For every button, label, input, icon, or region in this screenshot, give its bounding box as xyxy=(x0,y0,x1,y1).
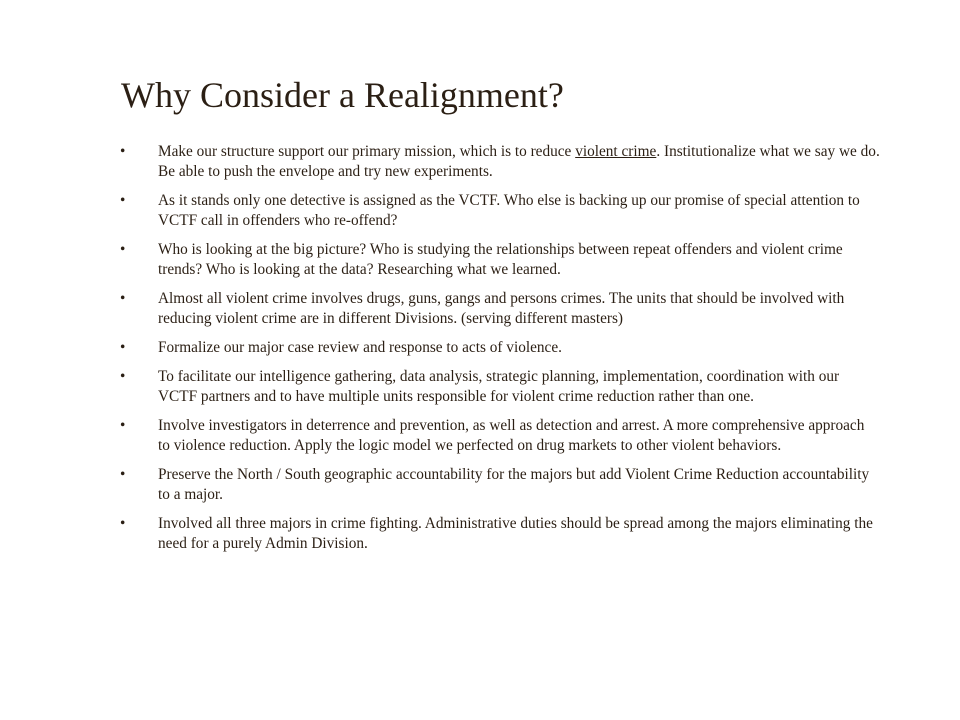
bullet-item xyxy=(120,514,880,554)
bullet-text: Preserve the North / South geographic accountability for the majors but add Violent Crime Reduction accountability to a major. xyxy=(158,466,870,503)
bullet-item xyxy=(120,240,880,280)
bullet-list xyxy=(120,142,880,563)
bullet-text-underlined: violent crime xyxy=(575,143,657,160)
bullet-item xyxy=(120,142,880,182)
bullet-text: Almost all violent crime involves drugs, guns, gangs and persons crimes. The units that should be involved with reducing violent crime are in different Divisions. (serving different masters) xyxy=(158,290,845,327)
bullet-item xyxy=(120,191,880,231)
bullet-item xyxy=(120,465,880,505)
bullet-dot: • xyxy=(120,368,126,385)
bullet-item xyxy=(120,367,880,407)
bullet-text: Formalize our major case review and response to acts of violence. xyxy=(158,339,562,356)
bullet-text: Make our structure support our primary mission, which is to reduce xyxy=(158,143,576,160)
bullet-dot: • xyxy=(120,339,126,356)
bullet-item xyxy=(120,289,880,329)
bullet-text: . Institutionalize what we say we do. Be able to push the envelope and try new experiments. xyxy=(158,143,880,180)
bullet-dot: • xyxy=(120,417,126,434)
bullet-dot: • xyxy=(120,241,126,258)
bullet-dot: • xyxy=(120,192,126,209)
slide-title: Why Consider a Realignment? xyxy=(121,75,564,115)
bullet-text: To facilitate our intelligence gathering, data analysis, strategic planning, implementation, coordination with our VCTF partners and to have multiple units responsible for violent crime reduction rather than one. xyxy=(158,368,840,405)
bullet-dot: • xyxy=(120,466,126,483)
bullet-text: Involve investigators in deterrence and prevention, as well as detection and arrest. A more comprehensive approach to violence reduction. Apply the logic model we perfected on drug markets to other violent behaviors. xyxy=(158,417,865,454)
bullet-dot: • xyxy=(120,143,126,160)
bullet-text: Who is looking at the big picture? Who is studying the relationships between repeat offenders and violent crime trends? Who is looking at the data? Researching what we learned. xyxy=(158,241,843,278)
bullet-text: Involved all three majors in crime fighting. Administrative duties should be spread among the majors eliminating the need for a purely Admin Division. xyxy=(158,515,873,552)
bullet-dot: • xyxy=(120,290,126,307)
bullet-text: As it stands only one detective is assigned as the VCTF. Who else is backing up our promise of special attention to VCTF call in offenders who re-offend? xyxy=(158,192,860,229)
bullet-item xyxy=(120,416,880,456)
bullet-dot: • xyxy=(120,515,126,532)
bullet-item xyxy=(120,338,880,358)
